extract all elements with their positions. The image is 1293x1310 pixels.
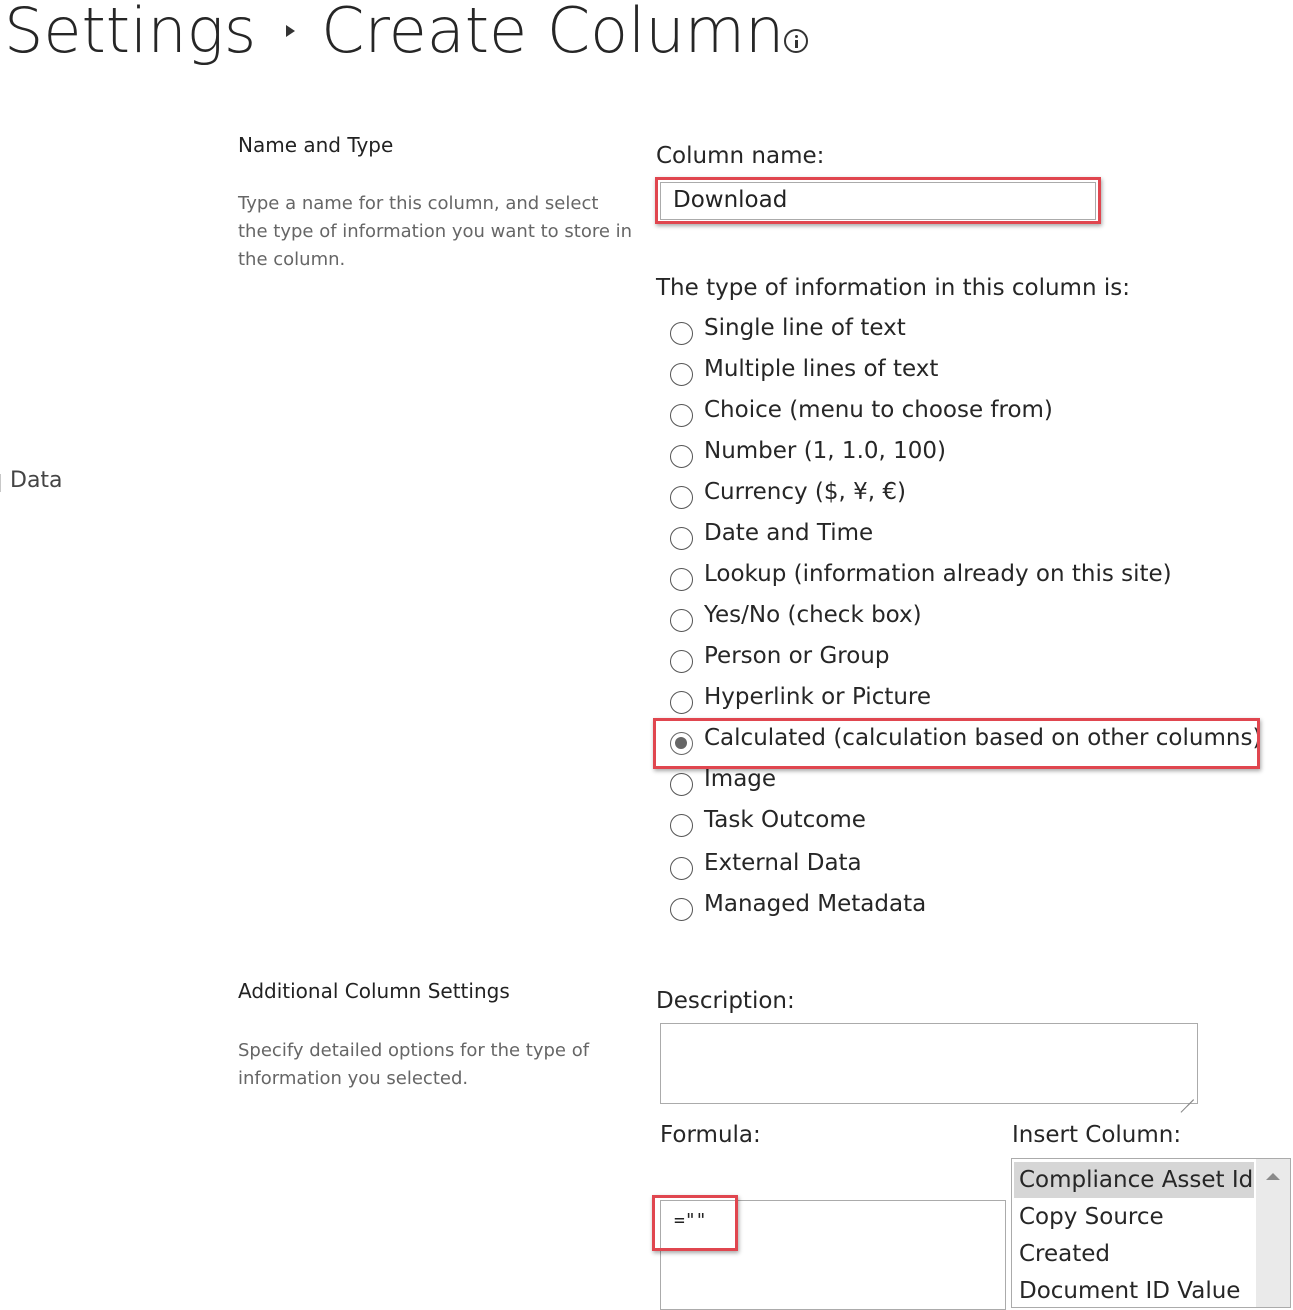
page-title <box>4 0 784 67</box>
scroll-up-arrow-icon[interactable] <box>1266 1173 1280 1180</box>
listbox-scrollbar[interactable] <box>1256 1159 1290 1307</box>
additional-settings-description: Specify detailed options for the type of information you selected. <box>238 1040 590 1089</box>
radio-icon[interactable] <box>670 322 693 345</box>
radio-icon[interactable] <box>670 857 693 880</box>
highlight-calculated-option <box>653 718 1260 769</box>
breadcrumb-current: Create Column <box>321 0 785 67</box>
additional-settings-heading: Additional Column Settings <box>238 979 510 1003</box>
radio-icon[interactable] <box>670 691 693 714</box>
radio-icon[interactable] <box>670 650 693 673</box>
insert-column-label: Insert Column: <box>1012 1122 1182 1148</box>
name-and-type-heading: Name and Type <box>238 133 394 157</box>
breadcrumb-root[interactable]: Settings <box>4 0 257 67</box>
insert-column-option[interactable]: Created <box>1019 1241 1111 1267</box>
formula-label: Formula: <box>660 1122 761 1148</box>
radio-icon[interactable] <box>670 486 693 509</box>
description-textarea[interactable] <box>660 1023 1198 1104</box>
radio-icon[interactable] <box>670 609 693 632</box>
radio-icon[interactable] <box>670 898 693 921</box>
radio-icon[interactable] <box>670 773 693 796</box>
radio-icon[interactable] <box>670 404 693 427</box>
description-label: Description: <box>656 988 795 1014</box>
formula-value: ="" <box>674 1210 707 1231</box>
name-and-type-description: Type a name for this column, and select the type of information you want to store in the column. <box>238 193 633 270</box>
info-icon[interactable] <box>784 29 808 53</box>
breadcrumb-separator-icon <box>286 25 295 37</box>
radio-icon[interactable] <box>670 363 693 386</box>
left-nav-item-data[interactable]: Data <box>10 468 63 493</box>
radio-icon[interactable] <box>670 814 693 837</box>
highlight-column-name <box>655 177 1101 224</box>
insert-column-option[interactable]: Compliance Asset Id <box>1014 1162 1254 1198</box>
resize-grip-icon[interactable] <box>1180 1086 1194 1100</box>
radio-icon[interactable] <box>670 445 693 468</box>
insert-column-option[interactable]: Document ID Value <box>1019 1278 1241 1304</box>
column-name-label: Column name: <box>656 143 825 169</box>
column-name-input[interactable]: Download <box>660 182 1096 220</box>
highlight-formula <box>652 1195 738 1251</box>
radio-icon[interactable] <box>670 568 693 591</box>
insert-column-listbox[interactable] <box>1011 1158 1291 1308</box>
insert-column-option[interactable]: Copy Source <box>1019 1204 1164 1230</box>
type-label: The type of information in this column is: <box>656 275 1130 301</box>
radio-icon[interactable] <box>670 527 693 550</box>
